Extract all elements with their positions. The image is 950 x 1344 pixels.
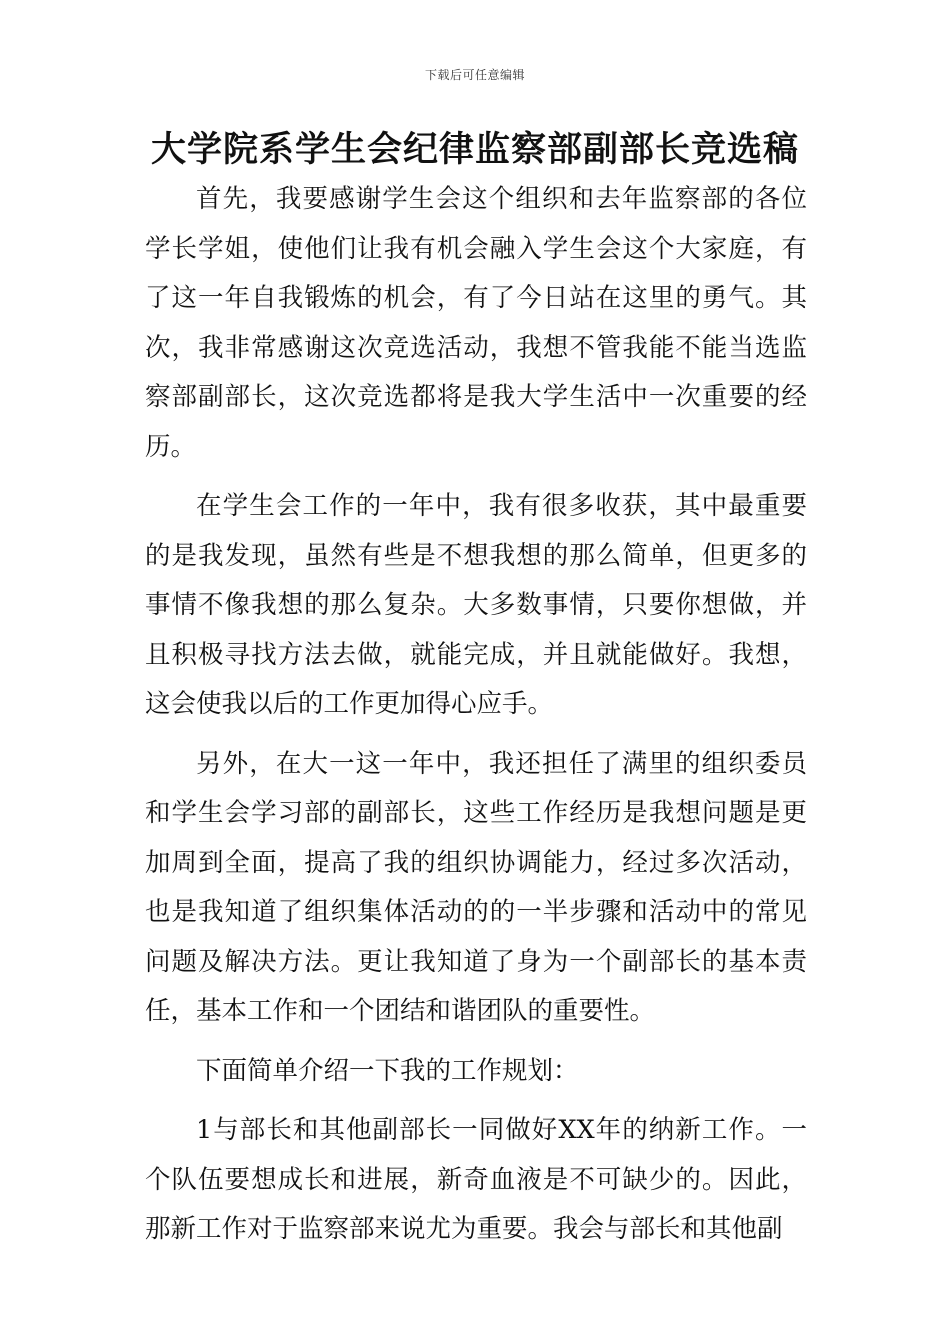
paragraph: 另外，在大一这一年中，我还担任了满里的组织委员和学生会学习部的副部长，这些工作经历是我想问题是更加周到全面，提高了我的组织协调能力，经过多次活动，也是我知道了组织集体活动的的一半步骤和活动中的常见问题及解决方法。更让我知道了身为一个副部长的基本责任，基本工作和一个团结和谐团队的重要性。 (145, 748, 807, 1026)
document-body (145, 175, 807, 1265)
paragraph: 首先，我要感谢学生会这个组织和去年监察部的各位学长学姐，使他们让我有机会融入学生会这个大家庭，有了这一年自我锻炼的机会，有了今日站在这里的勇气。其次，我非常感谢这次竞选活动，我想不管我能不能当选监察部副部长，这次竞选都将是我大学生活中一次重要的经历。 (145, 184, 807, 462)
header-note: 下载后可任意编辑 (424, 68, 525, 82)
paragraph: 在学生会工作的一年中，我有很多收获，其中最重要的是我发现，虽然有些是不想我想的那么简单，但更多的事情不像我想的那么复杂。大多数事情，只要你想做，并且积极寻找方法去做，就能完成，并且就能做好。我想，这会使我以后的工作更加得心应手。 (145, 491, 807, 719)
document-title: 大学院系学生会纪律监察部副部长竞选稿 (150, 130, 799, 170)
paragraph: 下面简单介绍一下我的工作规划： (196, 1055, 579, 1086)
paragraph: 1与部长和其他副部长一同做好XX年的纳新工作。一个队伍要想成长和进展，新奇血液是不可缺少的。因此，那新工作对于监察部来说尤为重要。我会与部长和其他副 (145, 1115, 807, 1244)
